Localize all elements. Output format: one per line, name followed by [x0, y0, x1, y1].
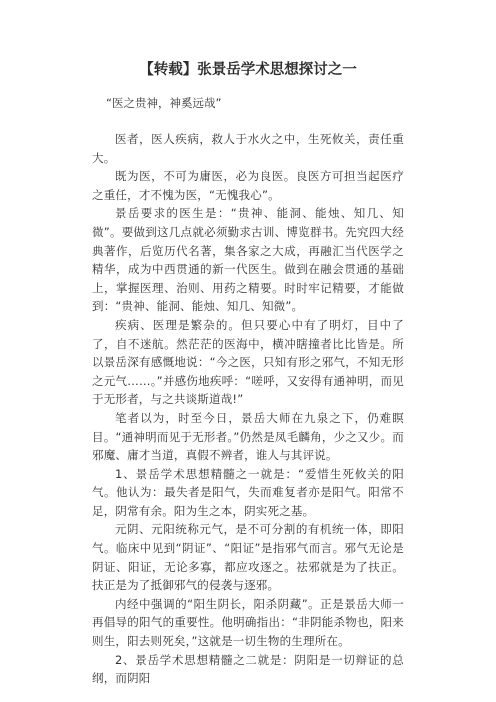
article-body [92, 130, 404, 688]
paragraph: 疾病、医理是繁杂的。但只要心中有了明灯，目中了了，自不迷航。然茫茫的医海中，横冲瞎撞者比比皆是。所以景岳深有感慨地说：“今之医，只知有形之邪气，不知无形之元气……。”并感伤地疾呼：“嗟呼，又安得有通神明，而见于无形者，与之共谈斯道哉!” [92, 317, 404, 407]
paragraph: 既为医，不可为庸医，必为良医。良医方可担当起医疗之重任，才不愧为医，“无愧我心”。 [92, 169, 404, 202]
paragraph: 景岳要求的医生是：“贵神、能洞、能烛、知几、知微”。要做到这几点就必须勤求古训、博览群书。先究四大经典著作，后览历代名著，集各家之大成，再融汇当代医学之精华，成为中西贯通的新一代医生。做到在融会贯通的基础上，掌握医理、治则、用药之精要。时时牢记精要，才能做到：“贵神、能洞、能烛、知几、知微”。 [92, 206, 404, 314]
paragraph: 1、景岳学术思想精髓之一就是：“爱惜生死攸关的阳气。他认为：最失者是阳气，失而难复者亦是阳气。阳常不足，阴常有余。阳为生之本，阴实死之基。 [92, 466, 404, 518]
paragraph: 医者，医人疾病，救人于水火之中，生死攸关，责任重大。 [92, 132, 404, 165]
paragraph: 笔者以为，时至今日，景岳大师在九泉之下，仍难瞑目。“通神明而见于无形者。”仍然是凤毛麟角，少之又少。而邪魔、庸才当道，真假不辨者，谁人与其评说。 [92, 410, 404, 463]
paragraph: 元阴、元阳统称元气，是不可分割的有机统一体，即阳气。临床中见到“阴证”、“阳证”是指邪气而言。邪气无论是阴证、阳证，无论多寡，都应攻逐之。祛邪就是为了扶正。扶正是为了抵御邪气的侵袭与逐邪。 [92, 522, 404, 593]
paragraph: 2、景岳学术思想精髓之二就是：阴阳是一切辩证的总纲，而阴阳 [92, 652, 404, 686]
article-title: 【转载】张景岳学术思想探讨之一 [139, 62, 357, 78]
paragraph: 内经中强调的“阳生阴长，阳杀阴藏”。正是景岳大师一再倡导的阳气的重要性。他明确指出：“非阴能杀物也，阳来则生，阳去则死矣，”这就是一切生物的生理所在。 [92, 596, 404, 649]
article-subtitle: “医之贵神，神奚远哉” [106, 96, 222, 110]
